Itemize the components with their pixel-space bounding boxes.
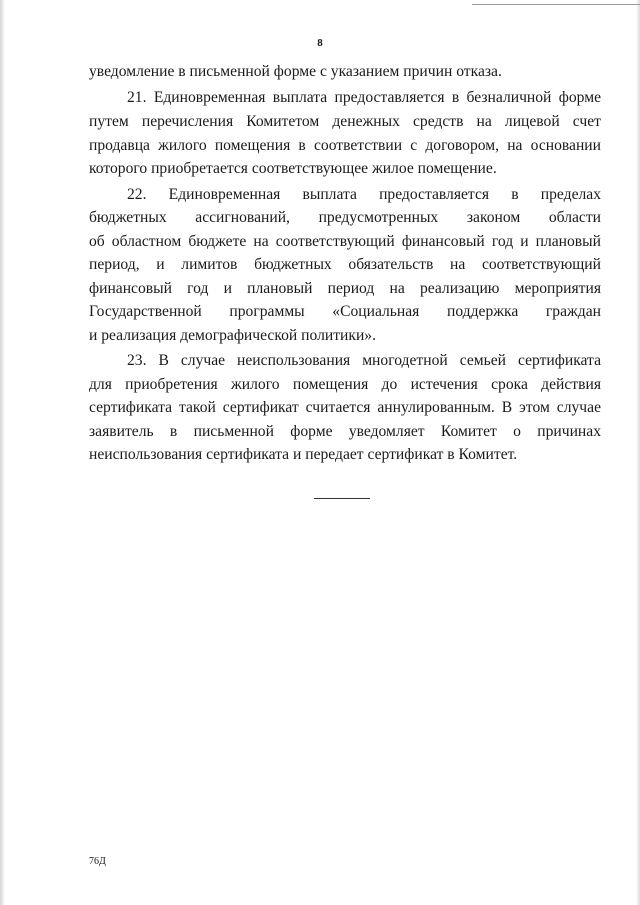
scan-top-border-line (472, 4, 640, 5)
paragraph-22-line-7: и реализация демографической политики». (89, 327, 376, 344)
paragraph-22-line-1: 22. Единовременная выплата предоставляется в пределах (127, 186, 601, 203)
paragraph-22-line-4: период, и лимитов бюджетных обязательств на соответствующий (89, 256, 601, 273)
text-line: уведомление в письменной форме с указанием причин отказа. (89, 63, 502, 80)
paragraph-21-line-1: 21. Единовременная выплата предоставляется в безналичной форме (127, 89, 601, 106)
scan-right-edge (636, 0, 640, 905)
document-end-rule (314, 498, 370, 499)
paragraph-23-line-4: заявитель в письменной форме уведомляет Комитет о причинах (89, 423, 601, 440)
footer-document-code: 76Д (89, 856, 106, 867)
paragraph-22-line-3: об областном бюджете на соответствующий финансовый год и плановый (89, 233, 601, 250)
paragraph-23-line-2: для приобретения жилого помещения до истечения срока действия (89, 376, 601, 393)
paragraph-22-line-6: Государственной программы «Социальная поддержка граждан (89, 303, 601, 320)
paragraph-22-line-5: финансовый год и плановый период на реализацию мероприятия (89, 280, 601, 297)
paragraph-21-line-2: путем перечисления Комитетом денежных средств на лицевой счет (89, 113, 601, 130)
paragraph-23-line-1: 23. В случае неиспользования многодетной семьей сертификата (127, 352, 601, 369)
paragraph-22-line-2: бюджетных ассигнований, предусмотренных законом области (89, 209, 601, 226)
paragraph-23-line-5: неиспользования сертификата и передает сертификат в Комитет. (89, 446, 518, 463)
page-number: 8 (317, 37, 323, 49)
paragraph-21-line-4: которого приобретается соответствующее жилое помещение. (89, 160, 497, 177)
scan-left-edge (0, 0, 5, 905)
paragraph-23-line-3: сертификата такой сертификат считается аннулированным. В этом случае (89, 399, 601, 416)
paragraph-21-line-3: продавца жилого помещения в соответствии с договором, на основании (89, 137, 601, 154)
